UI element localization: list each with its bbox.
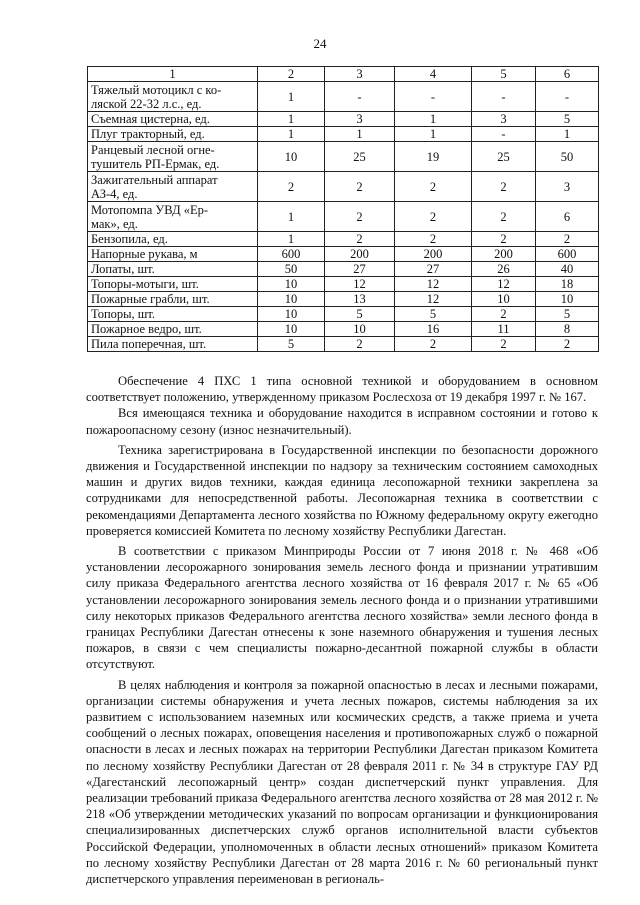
- item-name-cell: Зажигательный аппарат АЗ-4, ед.: [88, 172, 258, 202]
- value-cell: 2: [325, 337, 395, 352]
- paragraph: Техника зарегистрирована в Государственной инспекции по безопасности дорожного движения и Государственной инспекции по надзору за техническим состоянием самоходных машин и других видов техники, каждая единица лесопожарной техники закреплена за сотрудниками для непосредственной работы. Лесопожарная техника в соответствии с рекомендациями Департамента лесного хозяйства по Южному федеральному округу ежегодно проверяется комиссией Комитета по лесному хозяйству Республики Дагестан.: [86, 442, 598, 538]
- value-cell: 2: [472, 232, 536, 247]
- value-cell: 5: [536, 112, 599, 127]
- item-name-cell: Пожарное ведро, шт.: [88, 322, 258, 337]
- item-name-cell: Пожарные грабли, шт.: [88, 292, 258, 307]
- value-cell: 6: [536, 202, 599, 232]
- value-cell: 1: [258, 127, 325, 142]
- equipment-table: [87, 66, 599, 352]
- value-cell: 27: [325, 262, 395, 277]
- value-cell: 25: [325, 142, 395, 172]
- value-cell: 1: [258, 82, 325, 112]
- value-cell: 10: [258, 307, 325, 322]
- value-cell: 1: [536, 127, 599, 142]
- table-row: [88, 142, 599, 172]
- value-cell: -: [325, 82, 395, 112]
- body-text: [86, 373, 598, 887]
- paragraph: В целях наблюдения и контроля за пожарной опасностью в лесах и лесными пожарами, организации системы обнаружения и учета лесных пожаров, системы наблюдения за их развитием с использованием наземных или космических средств, а также приема и учета сообщений о лесных пожарах, оповещения населения и противопожарных служб о пожарной опасности в лесах и лесных пожарах на территории Республики Дагестан приказом Комитета по лесному хозяйству Республики Дагестан от 28 февраля 2011 г. № 34 в структуре ГАУ РД «Дагестанский лесопожарный центр» создан диспетчерский пункт управления. Для реализации требований приказа Федерального агентства лесного хозяйства от 28 мая 2012 г. № 218 «Об утверждении методических указаний по вопросам организации и функционирования специализированных диспетчерских служб органов исполнительной власти субъектов Российской Федерации, уполномоченных в области лесных отношений» приказом Комитета по лесному хозяйству Республики Дагестан от 28 марта 2016 г. № 60 региональный пункт диспетчерского управления переименован в региональ-: [86, 677, 598, 887]
- table-row: [88, 247, 599, 262]
- value-cell: 1: [258, 112, 325, 127]
- value-cell: 1: [325, 127, 395, 142]
- value-cell: 2: [325, 172, 395, 202]
- value-cell: 2: [472, 337, 536, 352]
- table-body: [88, 82, 599, 352]
- value-cell: 3: [536, 172, 599, 202]
- value-cell: 12: [472, 277, 536, 292]
- table-row: [88, 262, 599, 277]
- value-cell: 10: [258, 292, 325, 307]
- value-cell: 2: [258, 172, 325, 202]
- value-cell: 12: [325, 277, 395, 292]
- page-number: 24: [313, 36, 327, 51]
- item-name-cell: Топоры, шт.: [88, 307, 258, 322]
- value-cell: 1: [258, 232, 325, 247]
- value-cell: 10: [536, 292, 599, 307]
- value-cell: 10: [258, 277, 325, 292]
- value-cell: 2: [472, 172, 536, 202]
- value-cell: 600: [536, 247, 599, 262]
- value-cell: 2: [325, 202, 395, 232]
- item-name-cell: Мотопомпа УВД «Ер- мак», ед.: [88, 202, 258, 232]
- value-cell: 2: [472, 307, 536, 322]
- item-name-cell: Топоры-мотыги, шт.: [88, 277, 258, 292]
- value-cell: 2: [395, 202, 472, 232]
- value-cell: 2: [325, 232, 395, 247]
- value-cell: 2: [395, 232, 472, 247]
- column-header: 5: [472, 67, 536, 82]
- item-name-cell: Съемная цистерна, ед.: [88, 112, 258, 127]
- value-cell: -: [472, 82, 536, 112]
- value-cell: 200: [472, 247, 536, 262]
- item-name-cell: Тяжелый мотоцикл с ко- ляской 22-32 л.с., ед.: [88, 82, 258, 112]
- value-cell: 5: [258, 337, 325, 352]
- value-cell: 5: [536, 307, 599, 322]
- item-name-cell: Пила поперечная, шт.: [88, 337, 258, 352]
- value-cell: 13: [325, 292, 395, 307]
- value-cell: 10: [472, 292, 536, 307]
- column-header: 2: [258, 67, 325, 82]
- column-header: 4: [395, 67, 472, 82]
- table-row: [88, 322, 599, 337]
- table-row: [88, 112, 599, 127]
- value-cell: 27: [395, 262, 472, 277]
- table-row: [88, 172, 599, 202]
- value-cell: 1: [395, 127, 472, 142]
- table-row: [88, 277, 599, 292]
- value-cell: -: [472, 127, 536, 142]
- value-cell: 2: [536, 232, 599, 247]
- value-cell: 2: [536, 337, 599, 352]
- value-cell: 2: [472, 202, 536, 232]
- value-cell: 2: [395, 337, 472, 352]
- table-row: [88, 292, 599, 307]
- value-cell: -: [395, 82, 472, 112]
- paragraph: В соответствии с приказом Минприроды России от 7 июня 2018 г. № 468 «Об установлении лесорожарного зонирования земель лесного фонда и признании утратившим силу приказа Федерального агентства лесного хозяйства от 16 февраля 2017 г. № 65 «Об установлении лесорожарного зонирования земель лесного фонда и о признании утратившими силу некоторых приказов Федерального агентства лесного хозяйства» земли лесного фонда в границах Республики Дагестан отнесены к зоне наземного обнаружения и тушения лесных пожаров, в связи с чем специалисты пожарно-десантной пожарной службы в области отсутствуют.: [86, 544, 598, 672]
- value-cell: 2: [395, 172, 472, 202]
- item-name-cell: Бензопила, ед.: [88, 232, 258, 247]
- value-cell: 50: [536, 142, 599, 172]
- value-cell: 3: [472, 112, 536, 127]
- value-cell: 1: [258, 202, 325, 232]
- table-row: [88, 307, 599, 322]
- table-row: [88, 232, 599, 247]
- value-cell: 12: [395, 277, 472, 292]
- value-cell: 10: [325, 322, 395, 337]
- item-name-cell: Лопаты, шт.: [88, 262, 258, 277]
- column-header: 6: [536, 67, 599, 82]
- column-header: 3: [325, 67, 395, 82]
- value-cell: 26: [472, 262, 536, 277]
- value-cell: 200: [395, 247, 472, 262]
- value-cell: 40: [536, 262, 599, 277]
- value-cell: 10: [258, 322, 325, 337]
- item-name-cell: Напорные рукава, м: [88, 247, 258, 262]
- table-row: [88, 82, 599, 112]
- paragraph: Обеспечение 4 ПХС 1 типа основной техникой и оборудованием в основном соответствует положению, утвержденному приказом Рослесхоза от 19 декабря 1997 г. № 167.: [86, 374, 598, 405]
- column-header: 1: [88, 67, 258, 82]
- value-cell: 600: [258, 247, 325, 262]
- table-header-row: [88, 67, 599, 82]
- value-cell: 12: [395, 292, 472, 307]
- value-cell: 1: [395, 112, 472, 127]
- table-row: [88, 337, 599, 352]
- value-cell: 5: [395, 307, 472, 322]
- value-cell: 25: [472, 142, 536, 172]
- value-cell: 200: [325, 247, 395, 262]
- item-name-cell: Ранцевый лесной огне- тушитель РП-Ермак, ед.: [88, 142, 258, 172]
- value-cell: 8: [536, 322, 599, 337]
- value-cell: 11: [472, 322, 536, 337]
- value-cell: 19: [395, 142, 472, 172]
- value-cell: 10: [258, 142, 325, 172]
- paragraph: Вся имеющаяся техника и оборудование находится в исправном состоянии и готово к пожароопасному сезону (износ незначительный).: [86, 406, 598, 437]
- value-cell: 18: [536, 277, 599, 292]
- value-cell: 3: [325, 112, 395, 127]
- item-name-cell: Плуг тракторный, ед.: [88, 127, 258, 142]
- table-row: [88, 202, 599, 232]
- value-cell: 16: [395, 322, 472, 337]
- value-cell: -: [536, 82, 599, 112]
- value-cell: 50: [258, 262, 325, 277]
- value-cell: 5: [325, 307, 395, 322]
- table-row: [88, 127, 599, 142]
